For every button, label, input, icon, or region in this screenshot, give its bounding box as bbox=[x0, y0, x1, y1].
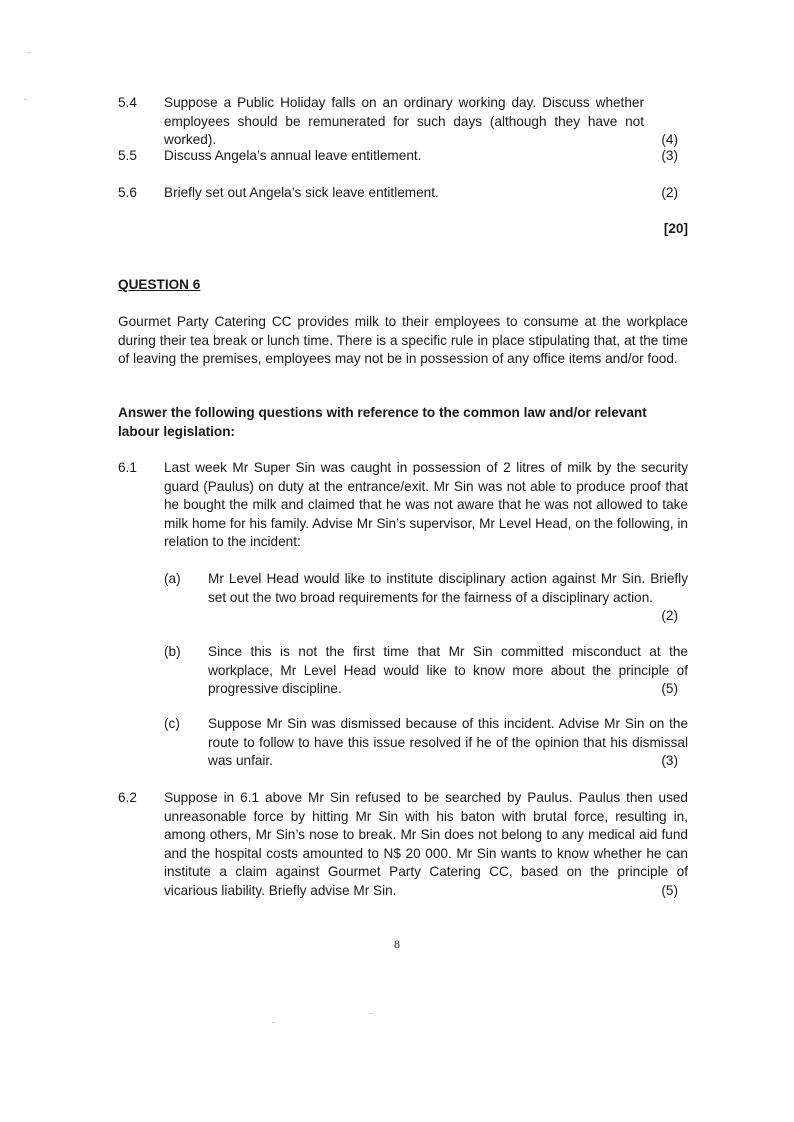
marks-allocation: (3) bbox=[661, 148, 678, 163]
scan-speck bbox=[370, 1013, 372, 1014]
sub-question-text: Mr Level Head would like to institute disciplinary action against Mr Sin. Briefly set out the two broad requirements for the fairness of a disciplinary action. bbox=[208, 571, 688, 605]
marks-allocation: (3) bbox=[661, 753, 678, 769]
scan-speck bbox=[272, 1022, 274, 1023]
question-intro: Gourmet Party Catering CC provides milk to their employees to consume at the workplace during their tea break or lunch time. There is a specific rule in place stipulating that, at the time of leaving the premises, employees may not be in possession of any office items and/or food. bbox=[118, 314, 688, 367]
section-total: [20] bbox=[663, 221, 688, 236]
sub-question-label: (c) bbox=[164, 716, 180, 731]
question-item-5-5 bbox=[118, 147, 688, 166]
scan-speck bbox=[28, 52, 30, 53]
marks-allocation: (5) bbox=[661, 681, 678, 697]
question-text: Suppose in 6.1 above Mr Sin refused to be searched by Paulus. Paulus then used unreasonable force by hitting Mr Sin with his baton with brutal force, resulting in, among others, Mr Sin’s nose to break. Mr Sin does not belong to any medical aid fund and the hospital costs amounted to N$ 20 000. Mr Sin wants to know whether he can institute a claim against Gourmet Party Catering CC, based on the principle of vicarious liability. Briefly advise Mr Sin. bbox=[164, 790, 688, 898]
question-text: Briefly set out Angela’s sick leave entitlement. bbox=[164, 185, 439, 200]
question-number: 6.2 bbox=[118, 790, 137, 805]
question-number: 6.1 bbox=[118, 460, 137, 475]
question-text: Last week Mr Super Sin was caught in possession of 2 litres of milk by the security guard (Paulus) on duty at the entrance/exit. Mr Sin was not able to produce proof that he bought the milk and claimed that he was not aware that he was not allowed to take milk home for his family. Advise Mr Sin’s supervisor, Mr Level Head, on the following, in relation to the incident: bbox=[164, 460, 688, 550]
question-text: Discuss Angela’s annual leave entitlement. bbox=[164, 148, 422, 163]
sub-question-text: Suppose Mr Sin was dismissed because of this incident. Advise Mr Sin on the route to follow to have this issue resolved if he of the opinion that his dismissal was unfair. bbox=[208, 716, 688, 769]
question-text-block bbox=[164, 789, 688, 901]
question-item-5-6 bbox=[118, 184, 688, 203]
question-item-6-1 bbox=[118, 459, 688, 552]
question-text: Suppose a Public Holiday falls on an ordinary working day. Discuss whether employees should be remunerated for such days (although they have not worked). bbox=[164, 95, 644, 148]
question-text-block bbox=[164, 147, 688, 166]
sub-question-label: (b) bbox=[164, 644, 181, 659]
question-number: 5.4 bbox=[118, 95, 137, 110]
question-instruction: Answer the following questions with reference to the common law and/or relevant labour legislation: bbox=[118, 405, 647, 439]
question-item-5-4 bbox=[118, 94, 688, 150]
marks-allocation: (5) bbox=[661, 882, 678, 898]
sub-question-text-block bbox=[208, 715, 688, 771]
sub-question-c bbox=[164, 715, 688, 771]
scan-speck bbox=[24, 99, 26, 100]
page-number: 8 bbox=[394, 937, 400, 951]
question-item-6-2 bbox=[118, 789, 688, 901]
question-text-block bbox=[164, 184, 688, 203]
sub-question-b bbox=[164, 643, 688, 699]
sub-question-a bbox=[164, 570, 688, 626]
marks-allocation: (2) bbox=[661, 185, 678, 200]
question-number: 5.6 bbox=[118, 185, 137, 200]
marks-allocation: (4) bbox=[661, 132, 678, 148]
sub-question-text-block bbox=[208, 570, 688, 626]
question-heading: QUESTION 6 bbox=[118, 277, 201, 292]
sub-question-label: (a) bbox=[164, 571, 181, 586]
marks-allocation: (2) bbox=[661, 608, 678, 624]
sub-question-text-block bbox=[208, 643, 688, 699]
question-text-block bbox=[164, 94, 688, 150]
question-number: 5.5 bbox=[118, 148, 137, 163]
sub-question-text: Since this is not the first time that Mr Sin committed misconduct at the workplace, Mr Level Head would like to know more about the principle of progressive discipline. bbox=[208, 644, 688, 697]
